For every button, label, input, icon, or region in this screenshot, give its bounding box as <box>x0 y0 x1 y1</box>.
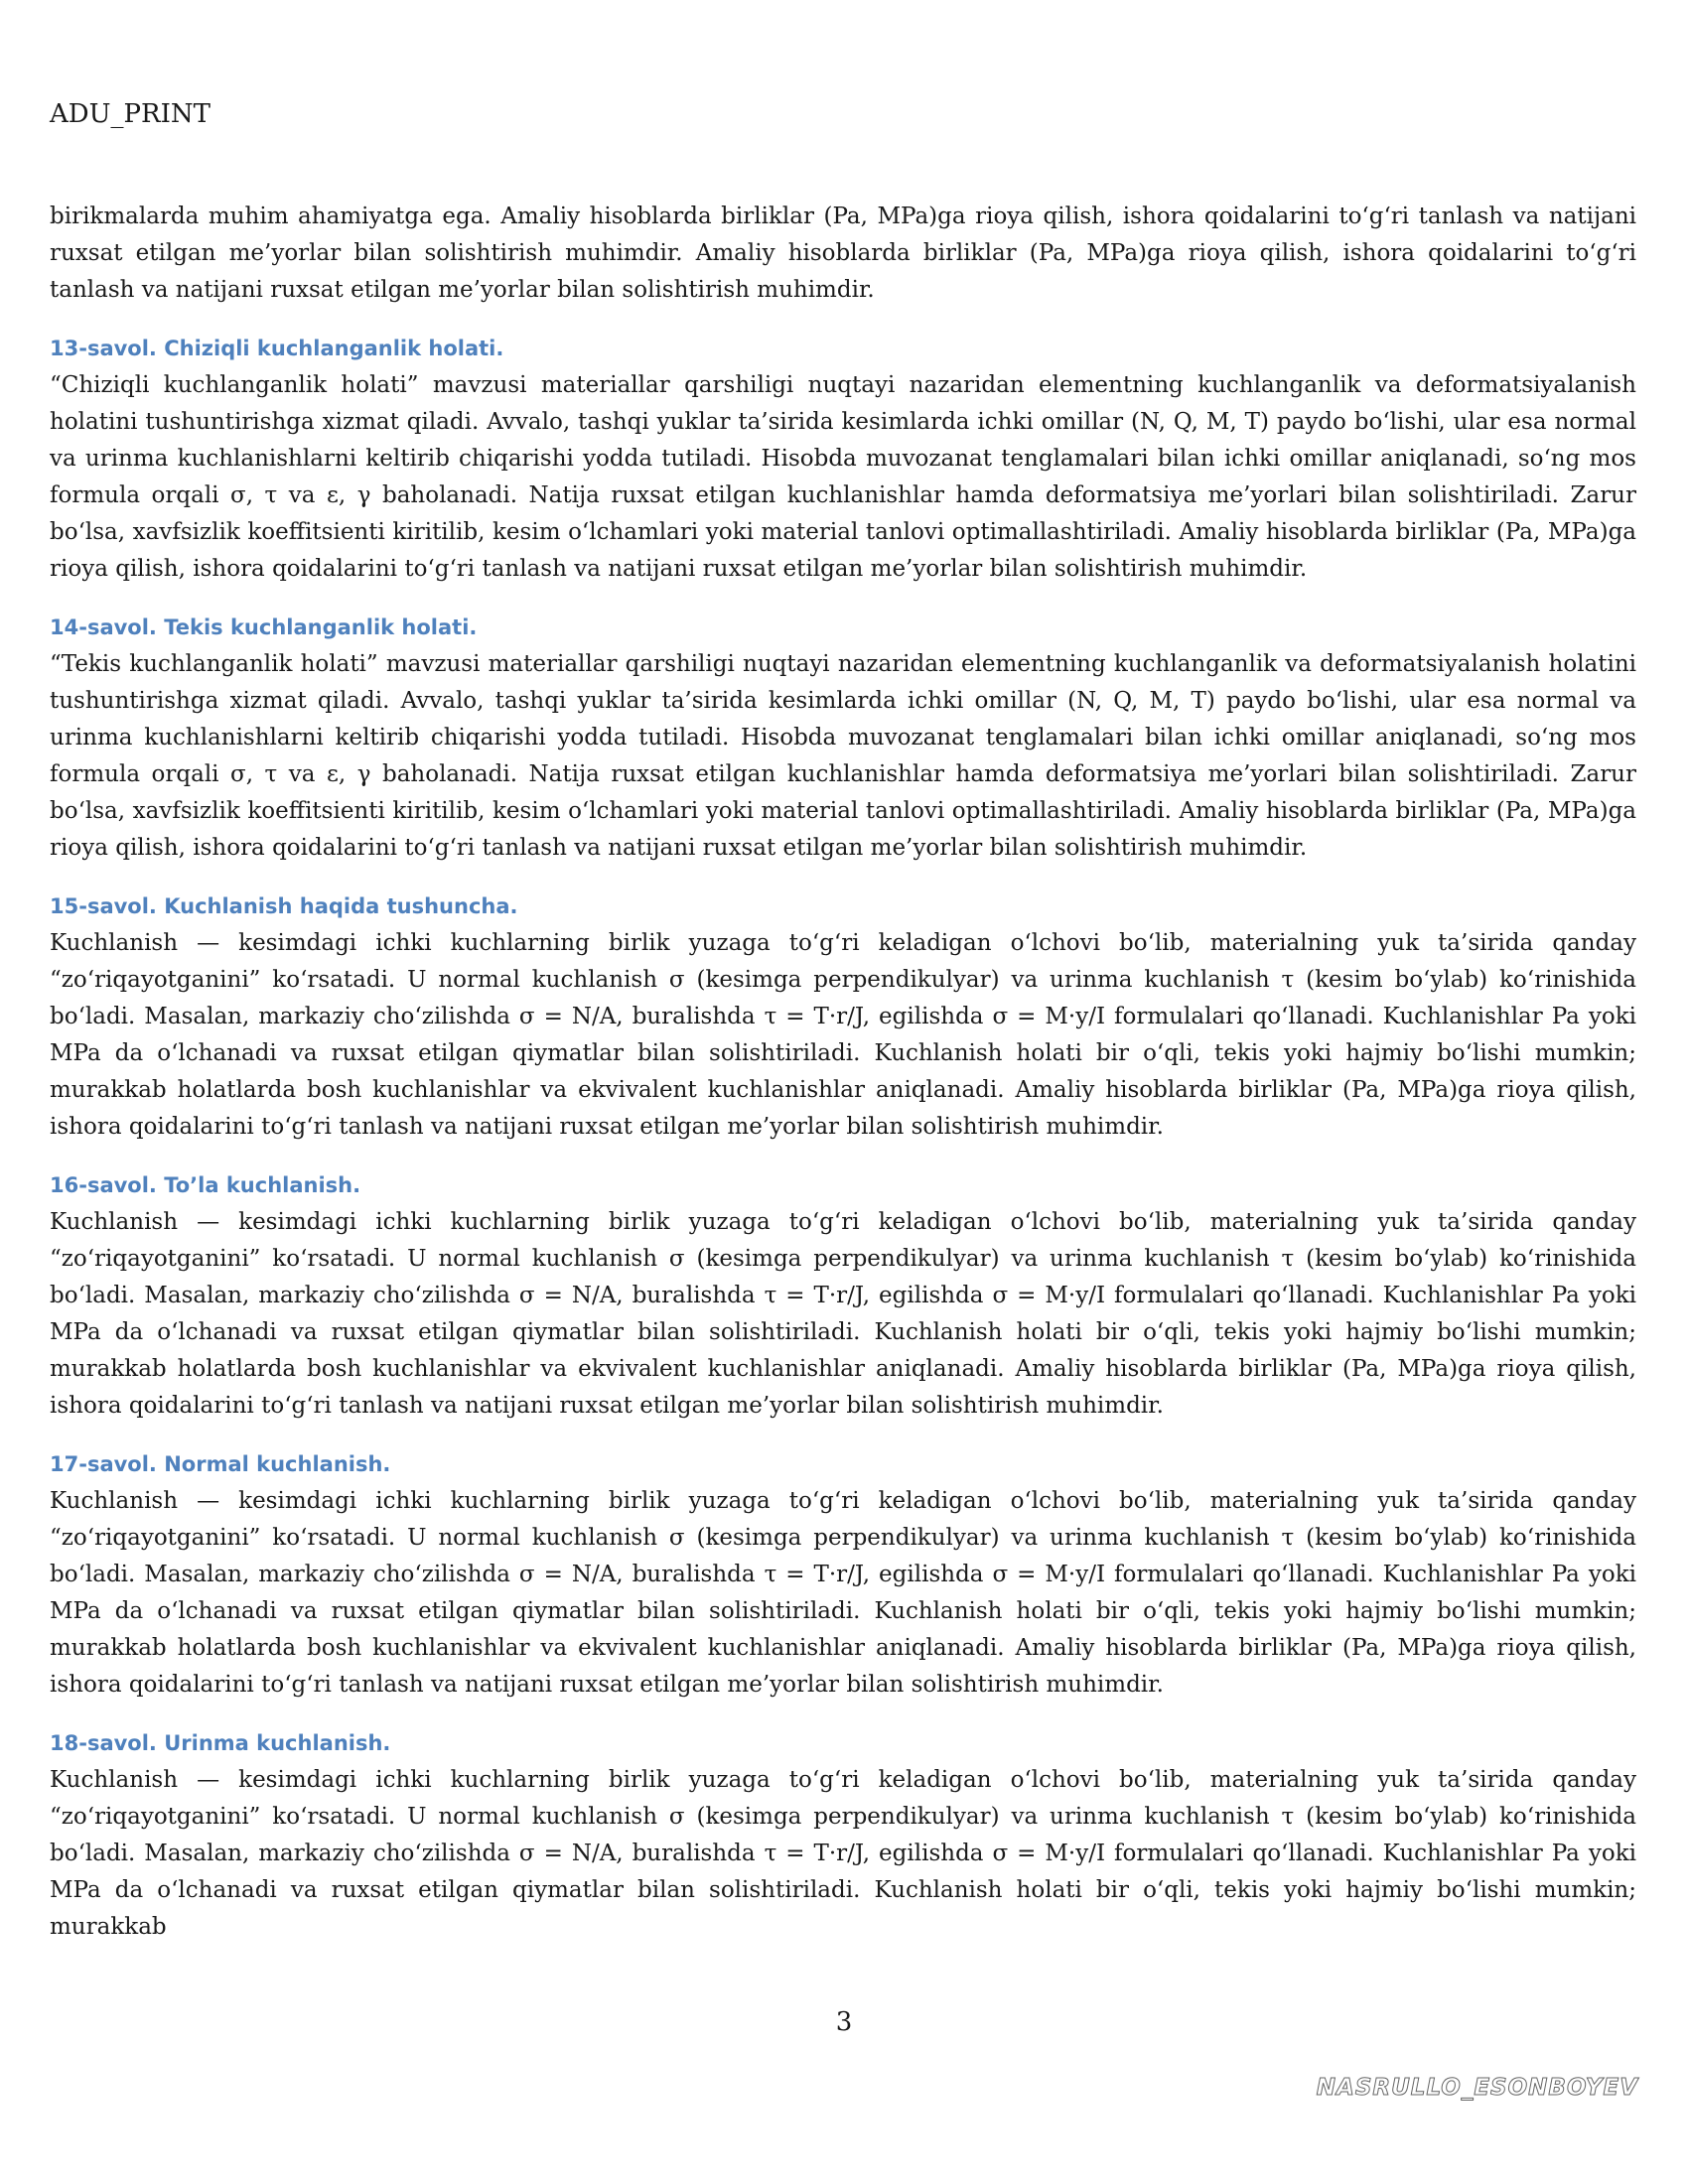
section-body: Kuchlanish — kesimdagi ichki kuchlarning birlik yuzaga to‘g‘ri keladigan o‘lchovi bo‘lib, materialning yuk ta’sirida qanday “zo‘riqayotganini” ko‘rsatadi. U normal kuchlanish σ (kesimga perpendikulyar) va urinma kuchlanish τ (kesim bo‘ylab) ko‘rinishida bo‘ladi. Masalan, markaziy cho‘zilishda σ = N/A, buralishda τ = T·r/J, egilishda σ = M·y/I formulalari qo‘llanadi. Kuchlanishlar Pa yoki MPa da o‘lchanadi va ruxsat etilgan qiymatlar bilan solishtiriladi. Kuchlanish holati bir o‘qli, tekis yoki hajmiy bo‘lishi mumkin; murakkab holatlarda bosh kuchlanishlar va ekvivalent kuchlanishlar aniqlanadi. Amaliy hisoblarda birliklar (Pa, MPa)ga rioya qilish, ishora qoidalarini to‘g‘ri tanlash va natijani ruxsat etilgan me’yorlar bilan solishtirish muhimdir. <box>50 1488 1636 1698</box>
section-14 <box>50 610 1636 867</box>
page-header: ADU_PRINT <box>50 99 211 129</box>
section-heading: 17-savol. Normal kuchlanish. <box>50 1452 391 1476</box>
section-heading: 13-savol. Chiziqli kuchlanganlik holati. <box>50 337 504 360</box>
section-17 <box>50 1446 1636 1704</box>
section-body: Kuchlanish — kesimdagi ichki kuchlarning birlik yuzaga to‘g‘ri keladigan o‘lchovi bo‘lib, materialning yuk ta’sirida qanday “zo‘riqayotganini” ko‘rsatadi. U normal kuchlanish σ (kesimga perpendikulyar) va urinma kuchlanish τ (kesim bo‘ylab) ko‘rinishida bo‘ladi. Masalan, markaziy cho‘zilishda σ = N/A, buralishda τ = T·r/J, egilishda σ = M·y/I formulalari qo‘llanadi. Kuchlanishlar Pa yoki MPa da o‘lchanadi va ruxsat etilgan qiymatlar bilan solishtiriladi. Kuchlanish holati bir o‘qli, tekis yoki hajmiy bo‘lishi mumkin; murakkab holatlarda bosh kuchlanishlar va ekvivalent kuchlanishlar aniqlanadi. Amaliy hisoblarda birliklar (Pa, MPa)ga rioya qilish, ishora qoidalarini to‘g‘ri tanlash va natijani ruxsat etilgan me’yorlar bilan solishtirish muhimdir. <box>50 1209 1636 1419</box>
section-heading: 14-savol. Tekis kuchlanganlik holati. <box>50 615 478 639</box>
section-16 <box>50 1167 1636 1425</box>
intro-paragraph: birikmalarda muhim ahamiyatga ega. Amaliy hisoblarda birliklar (Pa, MPa)ga rioya qilish, ishora qoidalarini to‘g‘ri tanlash va natijani ruxsat etilgan me’yorlar bilan solishtirish muhimdir. Amaliy hisoblarda birliklar (Pa, MPa)ga rioya qilish, ishora qoidalarini to‘g‘ri tanlash va natijani ruxsat etilgan me’yorlar bilan solishtirish muhimdir. <box>50 204 1636 303</box>
author-signature: NASRULLO_ESONBOYEV <box>1316 2075 1638 2101</box>
section-13 <box>50 331 1636 588</box>
section-15 <box>50 888 1636 1146</box>
section-body: “Tekis kuchlanganlik holati” mavzusi materiallar qarshiligi nuqtayi nazaridan elementning kuchlanganlik va deformatsiyalanish holatini tushuntirishga xizmat qiladi. Avvalo, tashqi yuklar ta’sirida kesimlarda ichki omillar (N, Q, M, T) paydo bo‘lishi, ular esa normal va urinma kuchlanishlarni keltirib chiqarishi yodda tutiladi. Hisobda muvozanat tenglamalari bilan ichki omillar aniqlanadi, so‘ng mos formula orqali σ, τ va ε, γ baholanadi. Natija ruxsat etilgan kuchlanishlar hamda deformatsiya me’yorlari bilan solishtiriladi. Zarur bo‘lsa, xavfsizlik koeffitsienti kiritilib, kesim o‘lchamlari yoki material tanlovi optimallashtiriladi. Amaliy hisoblarda birliklar (Pa, MPa)ga rioya qilish, ishora qoidalarini to‘g‘ri tanlash va natijani ruxsat etilgan me’yorlar bilan solishtirish muhimdir. <box>50 651 1636 861</box>
section-heading: 16-savol. To’la kuchlanish. <box>50 1173 361 1197</box>
section-body: Kuchlanish — kesimdagi ichki kuchlarning birlik yuzaga to‘g‘ri keladigan o‘lchovi bo‘lib, materialning yuk ta’sirida qanday “zo‘riqayotganini” ko‘rsatadi. U normal kuchlanish σ (kesimga perpendikulyar) va urinma kuchlanish τ (kesim bo‘ylab) ko‘rinishida bo‘ladi. Masalan, markaziy cho‘zilishda σ = N/A, buralishda τ = T·r/J, egilishda σ = M·y/I formulalari qo‘llanadi. Kuchlanishlar Pa yoki MPa da o‘lchanadi va ruxsat etilgan qiymatlar bilan solishtiriladi. Kuchlanish holati bir o‘qli, tekis yoki hajmiy bo‘lishi mumkin; murakkab <box>50 1767 1636 1940</box>
section-body: “Chiziqli kuchlanganlik holati” mavzusi materiallar qarshiligi nuqtayi nazaridan elementning kuchlanganlik va deformatsiyalanish holatini tushuntirishga xizmat qiladi. Avvalo, tashqi yuklar ta’sirida kesimlarda ichki omillar (N, Q, M, T) paydo bo‘lishi, ular esa normal va urinma kuchlanishlarni keltirib chiqarishi yodda tutiladi. Hisobda muvozanat tenglamalari bilan ichki omillar aniqlanadi, so‘ng mos formula orqali σ, τ va ε, γ baholanadi. Natija ruxsat etilgan kuchlanishlar hamda deformatsiya me’yorlari bilan solishtiriladi. Zarur bo‘lsa, xavfsizlik koeffitsienti kiritilib, kesim o‘lchamlari yoki material tanlovi optimallashtiriladi. Amaliy hisoblarda birliklar (Pa, MPa)ga rioya qilish, ishora qoidalarini to‘g‘ri tanlash va natijani ruxsat etilgan me’yorlar bilan solishtirish muhimdir. <box>50 372 1636 582</box>
section-18 <box>50 1725 1636 1946</box>
section-heading: 15-savol. Kuchlanish haqida tushuncha. <box>50 894 518 918</box>
section-body: Kuchlanish — kesimdagi ichki kuchlarning birlik yuzaga to‘g‘ri keladigan o‘lchovi bo‘lib, materialning yuk ta’sirida qanday “zo‘riqayotganini” ko‘rsatadi. U normal kuchlanish σ (kesimga perpendikulyar) va urinma kuchlanish τ (kesim bo‘ylab) ko‘rinishida bo‘ladi. Masalan, markaziy cho‘zilishda σ = N/A, buralishda τ = T·r/J, egilishda σ = M·y/I formulalari qo‘llanadi. Kuchlanishlar Pa yoki MPa da o‘lchanadi va ruxsat etilgan qiymatlar bilan solishtiriladi. Kuchlanish holati bir o‘qli, tekis yoki hajmiy bo‘lishi mumkin; murakkab holatlarda bosh kuchlanishlar va ekvivalent kuchlanishlar aniqlanadi. Amaliy hisoblarda birliklar (Pa, MPa)ga rioya qilish, ishora qoidalarini to‘g‘ri tanlash va natijani ruxsat etilgan me’yorlar bilan solishtirish muhimdir. <box>50 930 1636 1140</box>
document-body <box>50 199 1636 1946</box>
page-number: 3 <box>835 2007 853 2037</box>
section-heading: 18-savol. Urinma kuchlanish. <box>50 1731 391 1755</box>
